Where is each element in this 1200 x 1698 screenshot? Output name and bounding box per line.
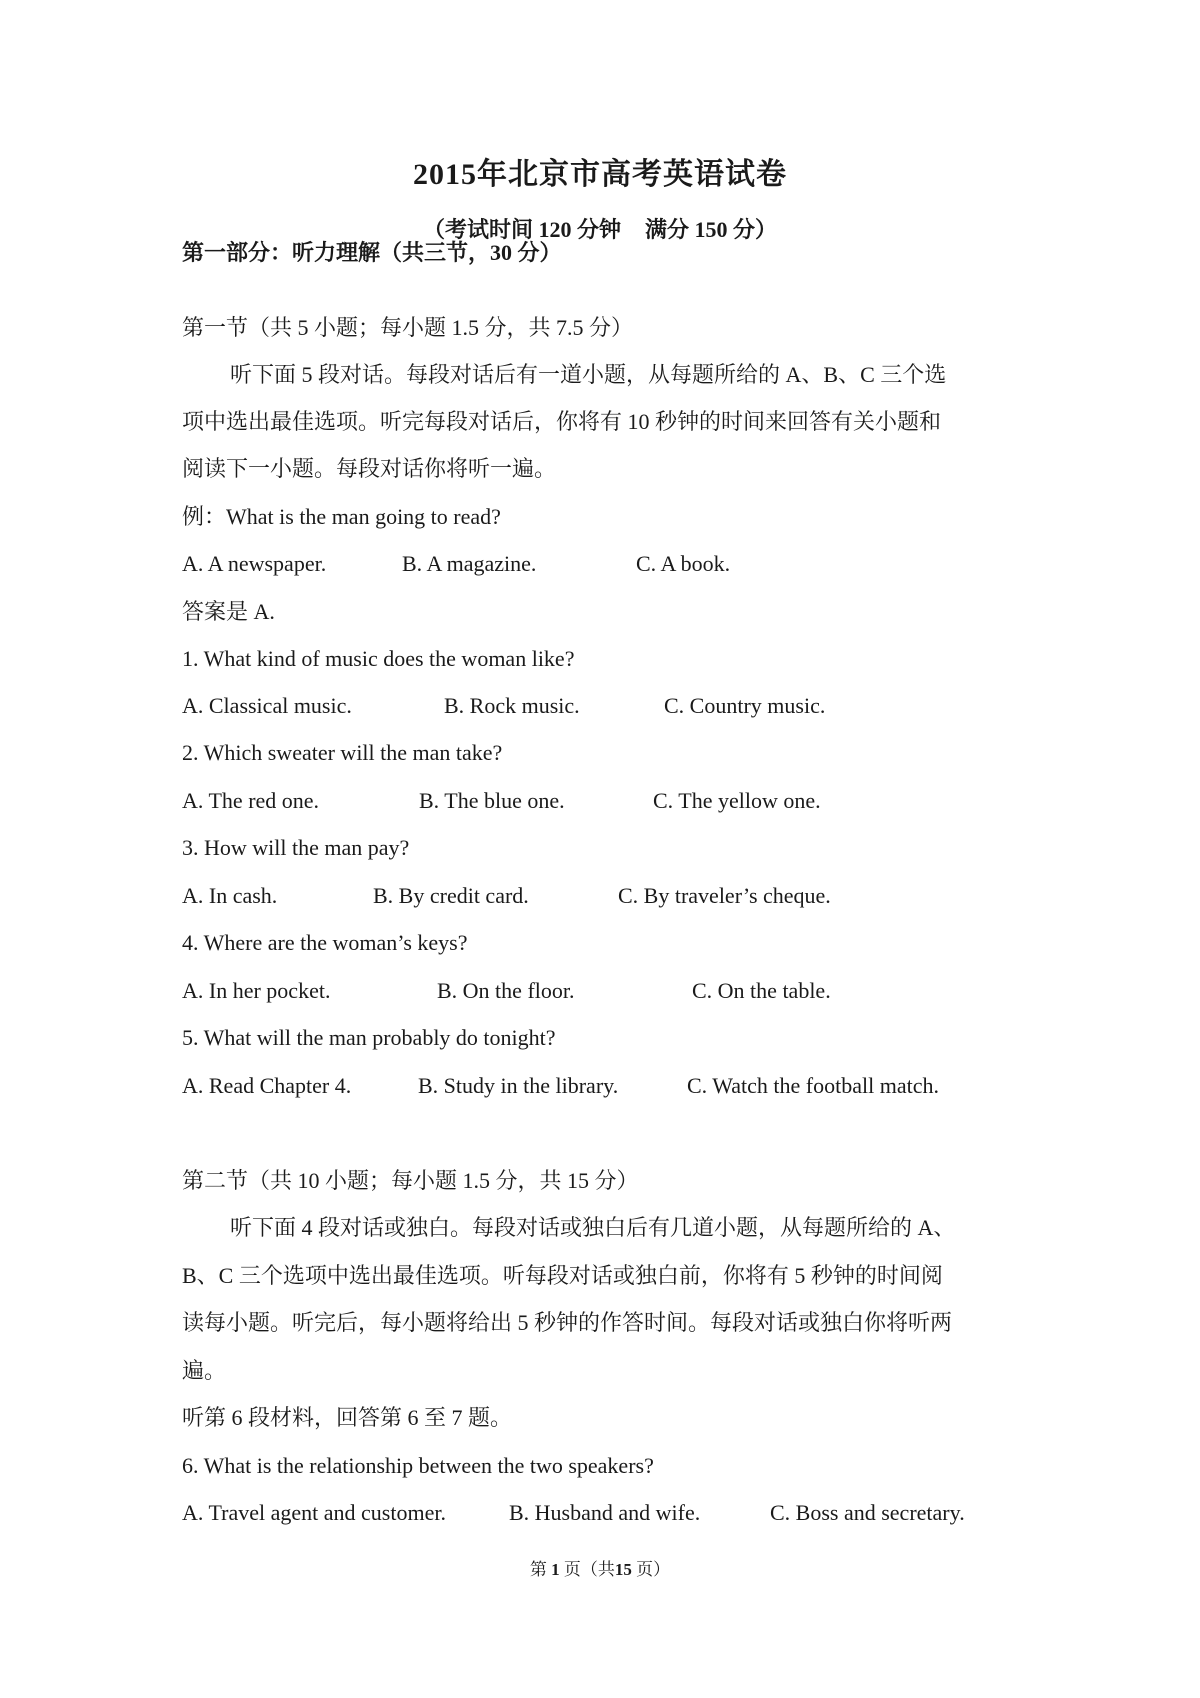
option-b: B. The blue one. <box>419 788 565 813</box>
option-b: B. By credit card. <box>373 883 529 908</box>
page-footer <box>0 1558 1200 1582</box>
page-title: 2015年北京市高考英语试卷 <box>413 158 787 191</box>
option-c: C. Boss and secretary. <box>770 1500 965 1525</box>
option-a: A. In her pocket. <box>182 978 331 1003</box>
question-4: 4. Where are the woman’s keys? <box>182 930 468 955</box>
option-c: C. The yellow one. <box>653 788 821 813</box>
exam-time: （考试时间 120 分钟 <box>422 217 621 242</box>
section1-instruction-line: 项中选出最佳选项。听完每段对话后，你将有 10 秒钟的时间来回答有关小题和 <box>182 409 942 434</box>
page-suffix: 页） <box>636 1560 671 1579</box>
option-a: A. Read Chapter 4. <box>182 1073 352 1098</box>
question-3: 3. How will the man pay? <box>182 835 410 860</box>
section1-instruction-line: 阅读下一小题。每段对话你将听一遍。 <box>182 456 557 481</box>
part1-heading: 第一部分：听力理解（共三节，30 分） <box>182 240 562 265</box>
example-answer: 答案是 A. <box>182 599 275 624</box>
question-6: 6. What is the relationship between the two speakers? <box>182 1453 654 1478</box>
option-c: C. On the table. <box>692 978 831 1003</box>
question-2: 2. Which sweater will the man take? <box>182 740 503 765</box>
option-b: B. On the floor. <box>437 978 575 1003</box>
page-middle: 页（共 <box>563 1560 615 1579</box>
question-1: 1. What kind of music does the woman like? <box>182 646 575 671</box>
option-a: A. Travel agent and customer. <box>182 1500 446 1525</box>
section2-instruction-line: 听下面 4 段对话或独白。每段对话或独白后有几道小题，从每题所给的 A、 <box>230 1215 956 1240</box>
option-c: C. A book. <box>636 551 731 576</box>
exam-score: 满分 150 分） <box>645 217 778 242</box>
option-b: B. Rock music. <box>444 693 580 718</box>
option-a: A. Classical music. <box>182 693 352 718</box>
page-total: 15 <box>614 1560 632 1579</box>
question-5: 5. What will the man probably do tonight? <box>182 1025 556 1050</box>
section2-instruction-line: 遍。 <box>182 1358 227 1383</box>
option-a: A. The red one. <box>182 788 320 813</box>
option-a: A. A newspaper. <box>182 551 327 576</box>
page-number: 1 <box>551 1560 560 1579</box>
option-a: A. In cash. <box>182 883 278 908</box>
section2-instruction-line: 读每小题。听完后，每小题将给出 5 秒钟的作答时间。每段对话或独白你将听两 <box>182 1310 953 1335</box>
option-c: C. By traveler’s cheque. <box>618 883 831 908</box>
section2-instruction-line: B、C 三个选项中选出最佳选项。听每段对话或独白前，你将有 5 秒钟的时间阅 <box>182 1263 943 1288</box>
option-c: C. Country music. <box>664 693 826 718</box>
option-c: C. Watch the football match. <box>687 1073 939 1098</box>
option-b: B. Study in the library. <box>418 1073 619 1098</box>
option-b: B. A magazine. <box>402 551 537 576</box>
page-prefix: 第 <box>529 1560 547 1579</box>
section1-instruction-line: 听下面 5 段对话。每段对话后有一道小题，从每题所给的 A、B、C 三个选 <box>230 362 947 387</box>
material-note: 听第 6 段材料，回答第 6 至 7 题。 <box>182 1405 513 1430</box>
option-b: B. Husband and wife. <box>509 1500 701 1525</box>
section1-heading: 第一节（共 5 小题；每小题 1.5 分，共 7.5 分） <box>182 315 634 340</box>
example-question: 例：What is the man going to read? <box>182 504 501 529</box>
section2-heading: 第二节（共 10 小题；每小题 1.5 分，共 15 分） <box>182 1168 639 1193</box>
